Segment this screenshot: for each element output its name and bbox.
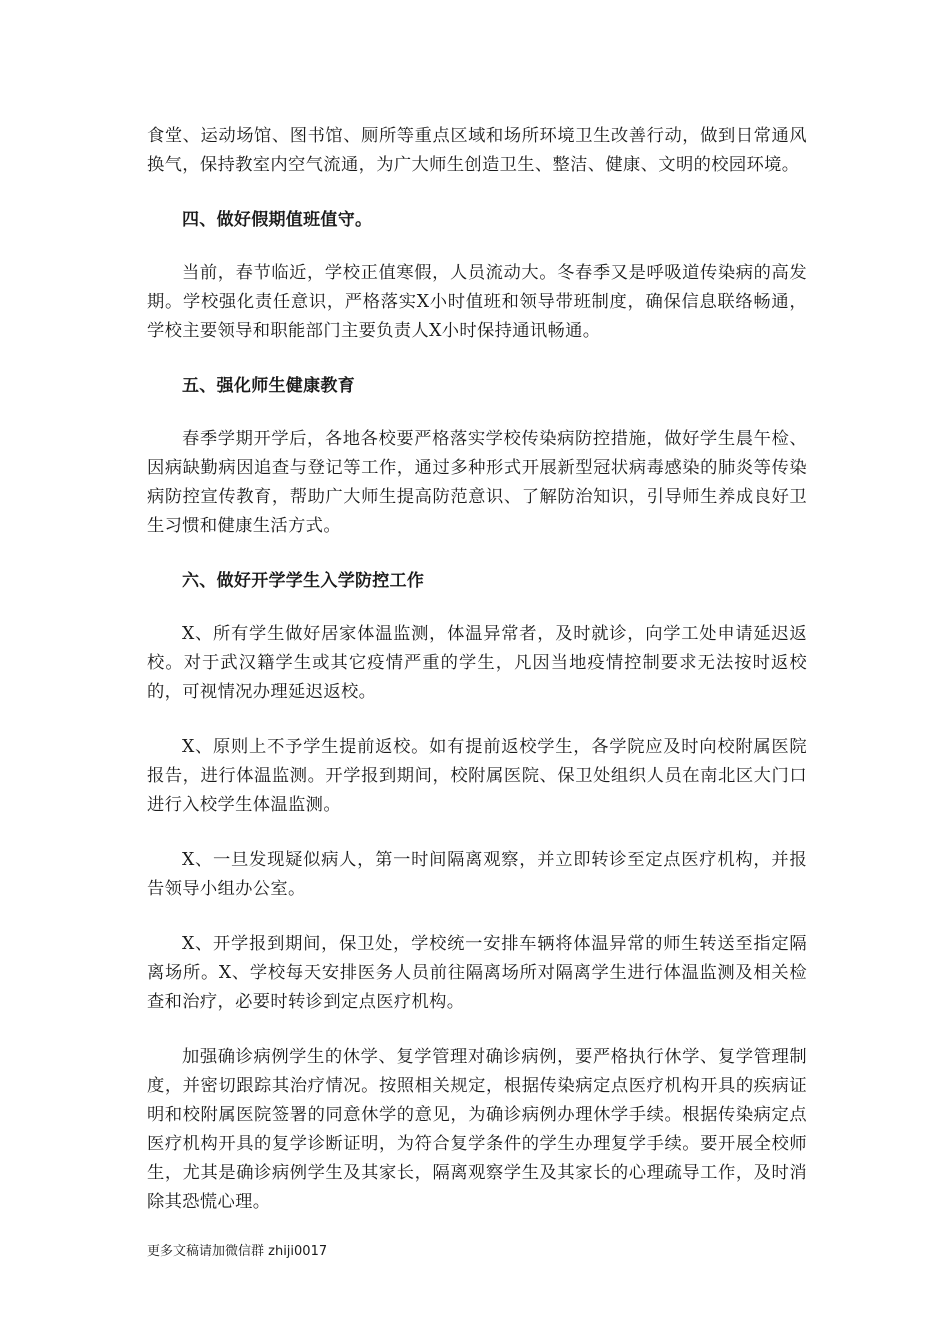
paragraph-transfer: X、开学报到期间，保卫处，学校统一安排车辆将体温异常的师生转送至指定隔离场所。X、学校每天安排医务人员前往隔离场所对隔离学生进行体温监测及相关检查和治疗，必要时转诊到定点医疗机构。 [147,934,807,1012]
paragraph-duty: 当前，春节临近，学校正值寒假，人员流动大。冬春季又是呼吸道传染病的高发期。学校强化责任意识，严格落实X小时值班和领导带班制度，确保信息联络畅通，学校主要领导和职能部门主要负责人X小时保持通讯畅通。 [147,263,807,341]
paragraph-suspected-case: X、一旦发现疑似病人，第一时间隔离观察，并立即转诊至定点医疗机构，并报告领导小组办公室。 [147,850,807,899]
paragraph-health-education: 春季学期开学后，各地各校要严格落实学校传染病防控措施，做好学生晨午检、因病缺勤病因追查与登记等工作，通过多种形式开展新型冠状病毒感染的肺炎等传染病防控宣传教育，帮助广大师生提高防范意识、了解防治知识，引导师生养成良好卫生习惯和健康生活方式。 [147,429,807,536]
section-heading-4: 四、做好假期值班值守。 [182,210,373,230]
paragraph-early-return: X、原则上不予学生提前返校。如有提前返校学生，各学院应及时向校附属医院报告，进行体温监测。开学报到期间，校附属医院、保卫处组织人员在南北区大门口进行入校学生体温监测。 [147,737,807,815]
section-heading-5: 五、强化师生健康教育 [182,376,355,396]
section-heading-6: 六、做好开学学生入学防控工作 [182,571,425,591]
paragraph-temperature-monitoring: X、所有学生做好居家体温监测，体温异常者，及时就诊，向学工处申请延迟返校。对于武汉籍学生或其它疫情严重的学生，凡因当地疫情控制要求无法按时返校的，可视情况办理延迟返校。 [147,624,807,702]
document-body [147,122,807,1217]
paragraph-suspension-management: 加强确诊病例学生的休学、复学管理对确诊病例，要严格执行休学、复学管理制度，并密切跟踪其治疗情况。按照相关规定，根据传染病定点医疗机构开具的疾病证明和校附属医院签署的同意休学的意见，为确诊病例办理休学手续。根据传染病定点医疗机构开具的复学诊断证明，为符合复学条件的学生办理复学手续。要开展全校师生，尤其是确诊病例学生及其家长，隔离观察学生及其家长的心理疏导工作，及时消除其恐慌心理。 [147,1047,807,1212]
footer-note: 更多文稿请加微信群 zhiji0017 [147,1244,328,1259]
paragraph-environment: 食堂、运动场馆、图书馆、厕所等重点区域和场所环境卫生改善行动，做到日常通风换气，保持教室内空气流通，为广大师生创造卫生、整洁、健康、文明的校园环境。 [147,126,807,175]
